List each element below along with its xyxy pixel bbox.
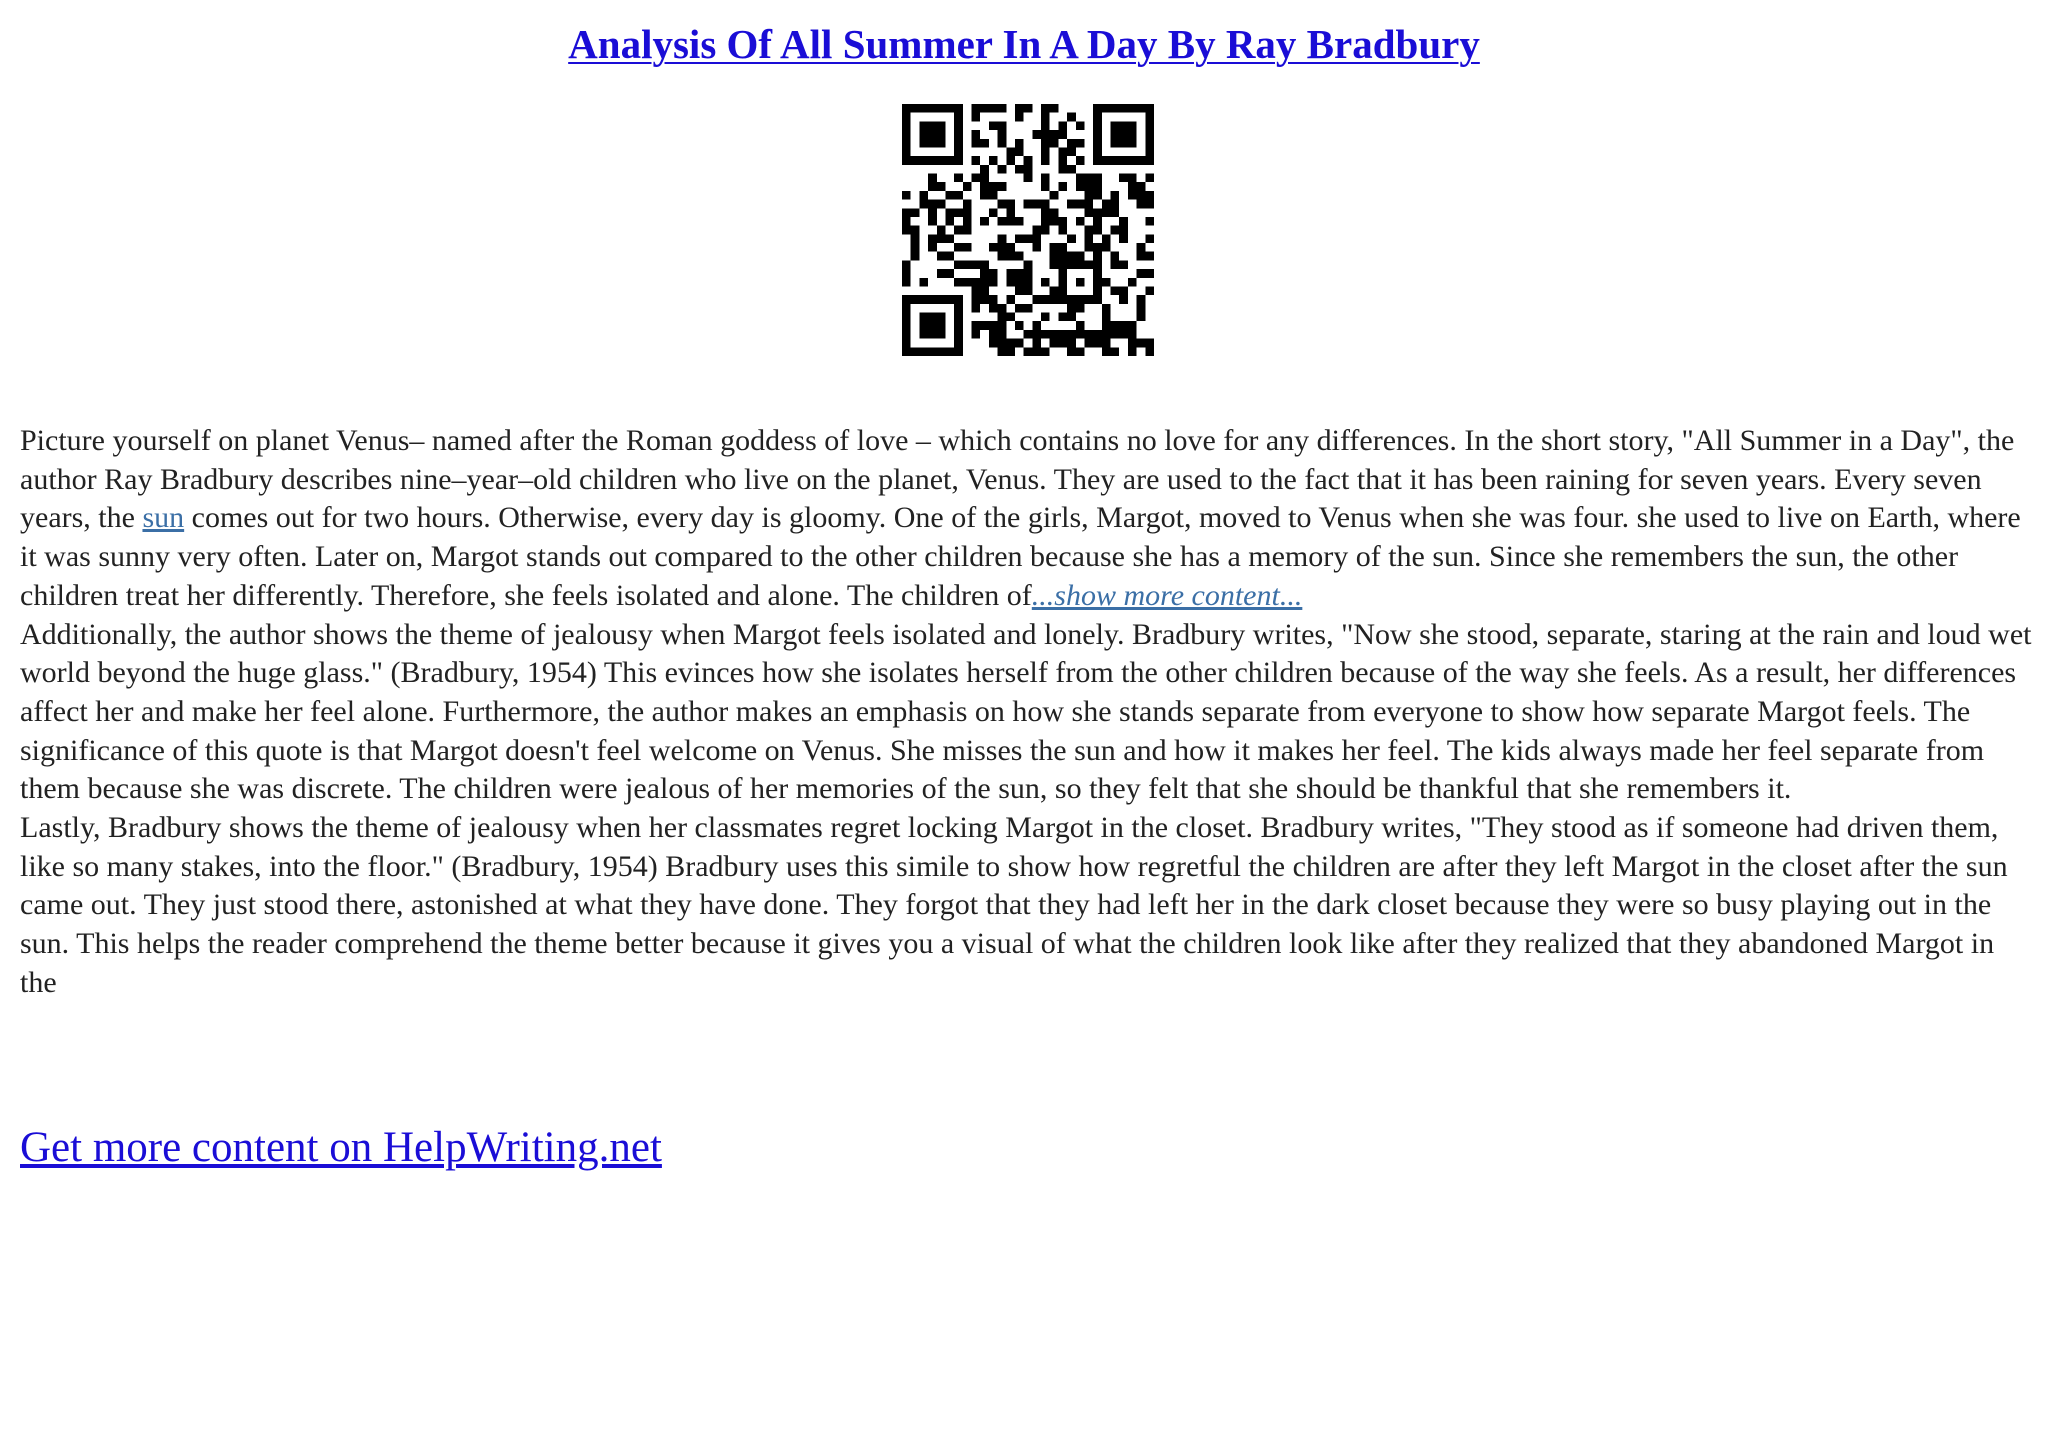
show-more-link[interactable]: ...show more content...	[1031, 578, 1303, 612]
paragraph-2: Additionally, the author shows the theme of jealousy when Margot feels isolated and lonely. Bradbury writes, "Now she stood, separate, staring at the rain and loud wet world beyond the huge glass." (Bradbury, 1954) This evinces how she isolates herself from the other children because of the way she feels. As a result, her differences affect her and make her feel alone. Furthermore, the author makes an emphasis on how she stands separate from everyone to show how separate Margot feels. The significance of this quote is that Margot doesn't feel welcome on Venus. She misses the sun and how it makes her feel. The kids always made her feel separate from them because she was discrete. The children were jealous of her memories of the sun, so they felt that she should be thankful that she remembers it.	[20, 617, 2032, 806]
paragraph-1-text-start: Picture yourself on planet Venus– named after the Roman goddess of love – which contains no love for any differences. In the short story, "All Summer in a Day", the author Ray Bradbury describes nine–year–old children who live on the planet, Venus. They are used to the fact that it has been raining for seven years. Every seven years, the	[20, 424, 2015, 535]
qr-code-icon	[902, 104, 1154, 356]
footer	[20, 1122, 662, 1174]
paragraph-1-text-end: comes out for two hours. Otherwise, every day is gloomy. One of the girls, Margot, moved to Venus when she was four. she used to live on Earth, where it was sunny very often. Later on, Margot stands out compared to the other children because she has a memory of the sun. Since she remembers the sun, the other children treat her differently. Therefore, she feels isolated and alone. The children of	[20, 501, 2021, 612]
document-title	[0, 18, 2048, 70]
sun-link[interactable]: sun	[142, 501, 185, 535]
helpwriting-link[interactable]: Get more content on HelpWriting.net	[20, 1124, 662, 1171]
paragraph-1	[20, 422, 2032, 616]
qr-code-graphic	[902, 104, 1154, 356]
title-link[interactable]: Analysis Of All Summer In A Day By Ray Bradbury	[568, 21, 1480, 67]
article-body	[20, 422, 2032, 1003]
paragraph-3: Lastly, Bradbury shows the theme of jealousy when her classmates regret locking Margot in the closet. Bradbury writes, "They stood as if someone had driven them, like so many stakes, into the floor." (Bradbury, 1954) Bradbury uses this simile to show how regretful the children are after they left Margot in the closet after the sun came out. They just stood there, astonished at what they have done. They forgot that they had left her in the dark closet because they were so busy playing out in the sun. This helps the reader comprehend the theme better because it gives you a visual of what the children look like after they realized that they abandoned Margot in the	[20, 811, 2008, 999]
